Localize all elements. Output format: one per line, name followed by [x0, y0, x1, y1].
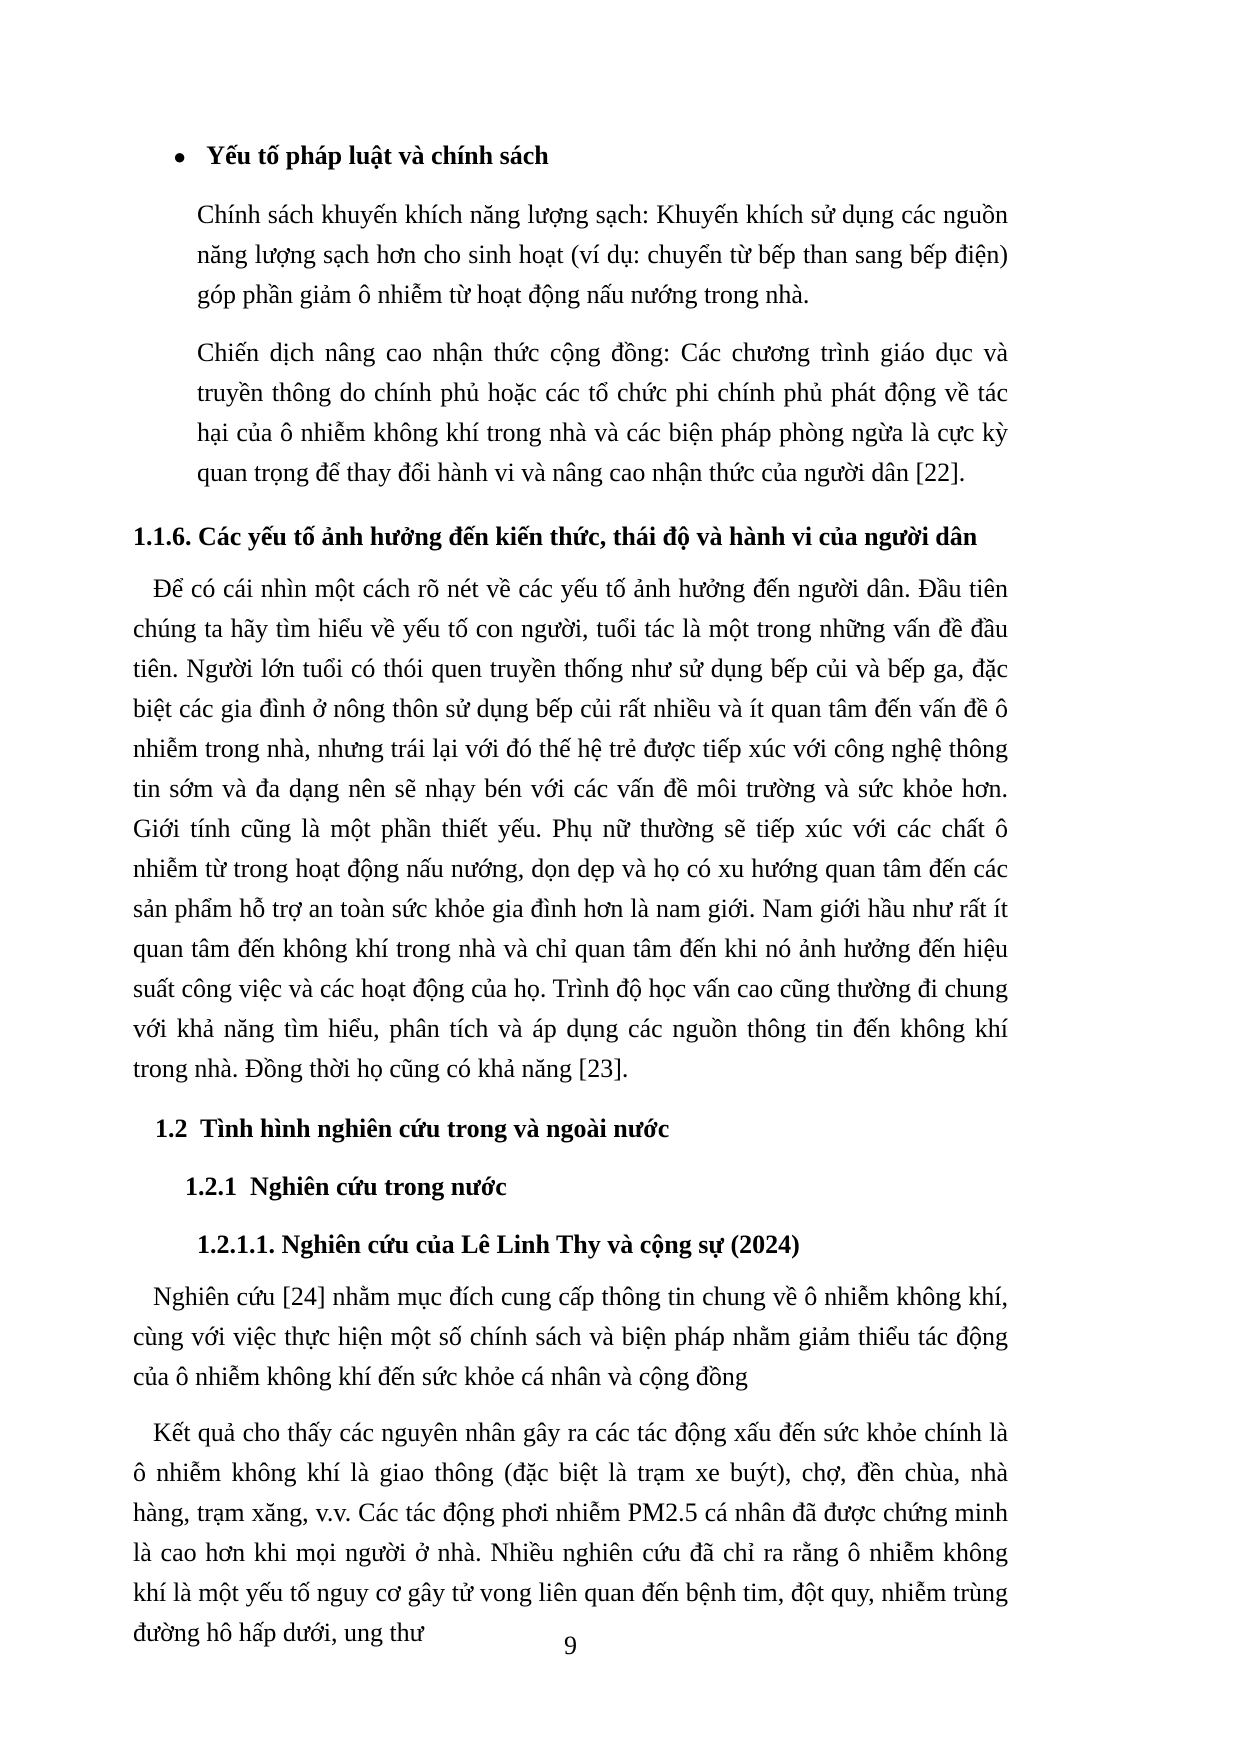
paragraph-study-results: Kết quả cho thấy các nguyên nhân gây ra các tác động xấu đến sức khỏe chính là ô nhiễm không khí là giao thông (đặc biệt là trạm xe buýt), chợ, đền chùa, nhà hàng, trạm xăng, v.v. Các tác động phơi nhiễm PM2.5 cá nhân đã được chứng minh là cao hơn khi mọi người ở nhà. Nhiều nghiên cứu đã chỉ ra rằng ô nhiễm không khí là một yếu tố nguy cơ gây tử vong liên quan đến bệnh tim, đột quy, nhiễm trùng đường hô hấp dưới, ung thư: [133, 1418, 1008, 1647]
bullet-icon: ●: [173, 144, 187, 169]
bullet-heading-legal-policy: Yếu tố pháp luật và chính sách: [206, 141, 549, 170]
heading-1-2: 1.2 Tình hình nghiên cứu trong và ngoài nước: [155, 1114, 670, 1143]
heading-1-1-6: 1.1.6. Các yếu tố ảnh hưởng đến kiến thức, thái độ và hành vi của người dân: [133, 522, 978, 551]
paragraph-influencing-factors: Để có cái nhìn một cách rõ nét về các yếu tố ảnh hưởng đến người dân. Đầu tiên chúng ta hãy tìm hiểu về yếu tố con người, tuổi tác là một trong những vấn đề đầu tiên. Người lớn tuổi có thói quen truyền thống như sử dụng bếp củi và bếp ga, đặc biệt các gia đình ở nông thôn sử dụng bếp củi rất nhiều và ít quan tâm đến vấn đề ô nhiễm trong nhà, nhưng trái lại với đó thế hệ trẻ được tiếp xúc với công nghệ thông tin sớm và đa dạng nên sẽ nhạy bén với các vấn đề môi trường và sức khỏe hơn. Giới tính cũng là một phần thiết yếu. Phụ nữ thường sẽ tiếp xúc với các chất ô nhiễm từ trong hoạt động nấu nướng, dọn dẹp và họ có xu hướng quan tâm đến các sản phẩm hỗ trợ an toàn sức khỏe gia đình hơn là nam giới. Nam giới hầu như rất ít quan tâm đến không khí trong nhà và chỉ quan tâm đến khi nó ảnh hưởng đến hiệu suất công việc và các hoạt động của họ. Trình độ học vấn cao cũng thường đi chung với khả năng tìm hiểu, phân tích và áp dụng các nguồn thông tin đến không khí trong nhà. Đồng thời họ cũng có khả năng [23].: [133, 574, 1008, 1083]
paragraph-clean-energy-policy: Chính sách khuyến khích năng lượng sạch: Khuyến khích sử dụng các nguồn năng lượng sạch hơn cho sinh hoạt (ví dụ: chuyển từ bếp than sang bếp điện) góp phần giảm ô nhiễm từ hoạt động nấu nướng trong nhà.: [197, 200, 1008, 309]
page-number: 9: [564, 1631, 577, 1660]
heading-1-2-1: 1.2.1 Nghiên cứu trong nước: [185, 1172, 507, 1201]
bullet-list-item: [173, 136, 1008, 177]
paragraph-study-purpose: Nghiên cứu [24] nhằm mục đích cung cấp thông tin chung về ô nhiễm không khí, cùng với việc thực hiện một số chính sách và biện pháp nhằm giảm thiểu tác động của ô nhiễm không khí đến sức khỏe cá nhân và cộng đồng: [133, 1282, 1008, 1391]
heading-1-2-1-1: 1.2.1.1. Nghiên cứu của Lê Linh Thy và cộng sự (2024): [197, 1230, 800, 1259]
paragraph-awareness-campaign: Chiến dịch nâng cao nhận thức cộng đồng: Các chương trình giáo dục và truyền thông do chính phủ hoặc các tổ chức phi chính phủ phát động về tác hại của ô nhiễm không khí trong nhà và các biện pháp phòng ngừa là cực kỳ quan trọng để thay đổi hành vi và nâng cao nhận thức của người dân [22].: [197, 338, 1008, 487]
